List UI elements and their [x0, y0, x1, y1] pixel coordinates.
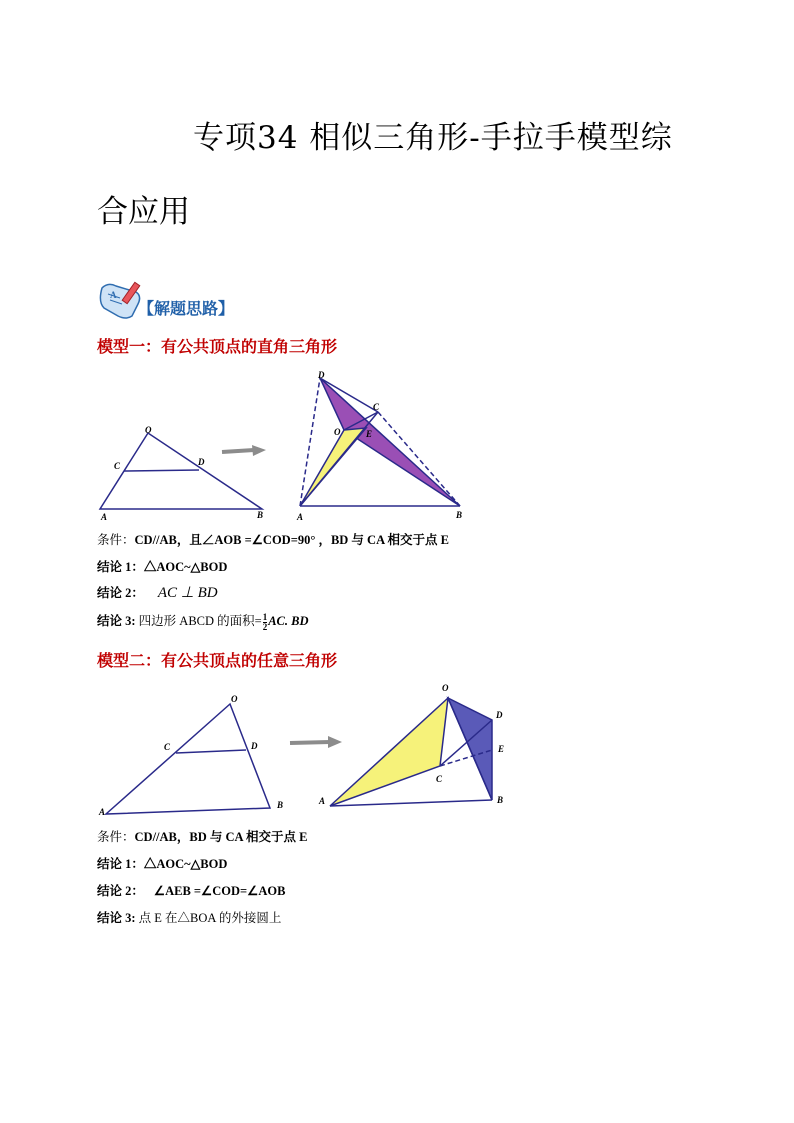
model1-right-label-b: B — [456, 510, 463, 520]
model1-condition: 条件：CD//AB，且∠AOB =∠COD=90° ，BD 与 CA 相交于点 E — [97, 533, 450, 547]
model2-right-label-d: D — [496, 710, 503, 720]
svg-text:A: A — [110, 290, 117, 300]
model2-conclusion-2: 结论 2： ∠AEB =∠COD=∠AOB — [97, 884, 286, 898]
model1-right-label-c: C — [373, 402, 380, 412]
model1-conclusion-3: 结论 3: 四边形 ABCD 的面积= $\frac{1}{2}$ AC. BD — [97, 611, 309, 632]
model2-condition: 条件：CD//AB，BD 与 CA 相交于点 E — [97, 830, 308, 844]
model1-left-label-c: C — [114, 461, 121, 471]
model1-conclusion-1: 结论 1：△AOC~△BOD — [97, 560, 228, 574]
model1-figure-rotated — [292, 368, 472, 524]
model1-left-label-o: O — [145, 425, 152, 435]
model1-left-label-a: A — [101, 512, 108, 522]
arrow-right-icon — [220, 444, 268, 460]
model1-left-label-b: B — [257, 510, 264, 520]
model2-left-label-a: A — [99, 807, 106, 817]
model1-right-label-a: A — [297, 512, 304, 522]
page-title-line-1: 专项34 相似三角形-手拉手模型综 — [193, 120, 673, 156]
model2-left-label-d: D — [251, 741, 258, 751]
model2-right-label-c: C — [436, 774, 443, 784]
model2-right-label-o: O — [442, 683, 449, 693]
solution-idea-badge: 【解题思路】 — [138, 299, 235, 318]
model2-figure-original — [94, 690, 294, 822]
model1-conclusion-2: 结论 2： AC ⊥ BD — [97, 585, 218, 601]
model1-figure-original — [92, 425, 272, 525]
model2-figure-rotated — [316, 678, 516, 814]
model2-left-label-b: B — [277, 800, 284, 810]
model2-conclusion-3: 结论 3: 点 E 在△BOA 的外接圆上 — [97, 911, 282, 925]
model1-right-label-o: O — [334, 427, 341, 437]
page-title-line-2: 合应用 — [97, 194, 190, 230]
model1-left-label-d: D — [198, 457, 205, 467]
model1-heading: 模型一：有公共顶点的直角三角形 — [97, 337, 338, 356]
model2-heading: 模型二：有公共顶点的任意三角形 — [97, 651, 338, 670]
model1-right-label-e: E — [366, 429, 373, 439]
model2-right-label-b: B — [497, 795, 504, 805]
model2-left-label-o: O — [231, 694, 238, 704]
model2-conclusion-1: 结论 1：△AOC~△BOD — [97, 857, 228, 871]
model2-right-label-e: E — [498, 744, 505, 754]
model2-left-label-c: C — [164, 742, 171, 752]
model1-right-label-d: D — [318, 370, 325, 380]
model2-right-label-a: A — [319, 796, 326, 806]
